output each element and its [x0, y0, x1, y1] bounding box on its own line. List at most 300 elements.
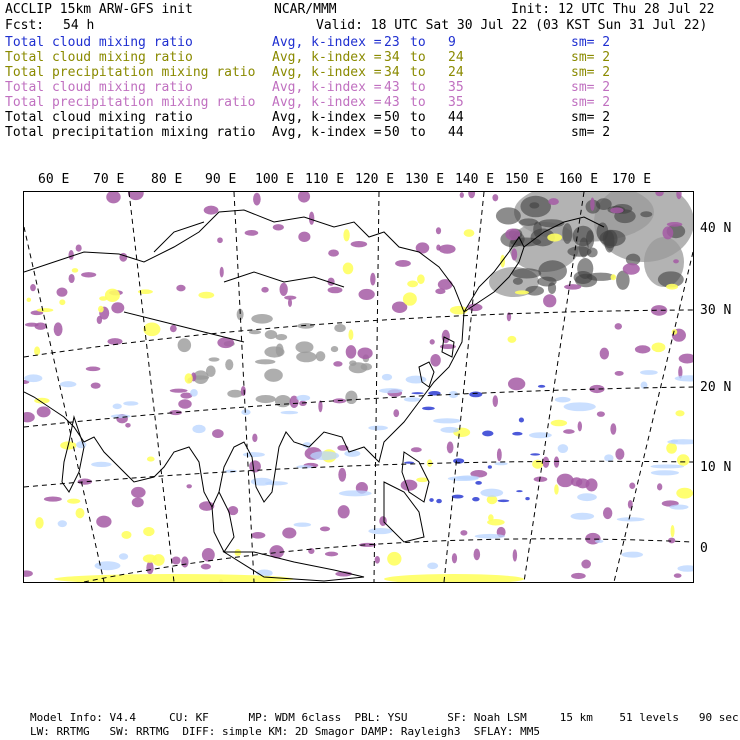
- dark-cloud-patch: [573, 226, 594, 246]
- yellow-cloud-patch: [554, 484, 559, 494]
- yellow-cloud-patch: [515, 290, 529, 294]
- lon-label: 120 E: [355, 172, 395, 187]
- purple-precip-patch: [563, 429, 575, 434]
- purple-precip-patch: [170, 389, 188, 393]
- purple-precip-patch: [91, 382, 101, 388]
- lon-label: 80 E: [151, 172, 183, 187]
- purple-precip-patch: [668, 538, 675, 544]
- purple-precip-patch: [576, 478, 590, 488]
- lon-label: 70 E: [93, 172, 125, 187]
- purple-precip-patch: [220, 267, 224, 278]
- purple-precip-patch: [557, 474, 574, 488]
- legend-field-name: Total precipitation mixing ratio: [5, 65, 256, 80]
- blue-cloud-patch: [651, 470, 679, 475]
- blue-cloud-patch: [604, 454, 613, 461]
- map-panel: [23, 191, 694, 583]
- purple-precip-patch: [298, 192, 310, 203]
- purple-precip-patch: [328, 287, 343, 294]
- purple-precip-patch: [603, 507, 612, 519]
- mainland-coast: [24, 210, 464, 507]
- blue-cloud-patch: [382, 374, 392, 381]
- purple-precip-patch: [261, 287, 268, 293]
- purple-precip-patch: [288, 298, 292, 307]
- purple-precip-patch: [251, 532, 265, 539]
- legend-smoothing: sm= 2: [571, 80, 611, 95]
- purple-precip-patch: [282, 527, 296, 538]
- purple-precip-patch: [370, 273, 375, 286]
- purple-precip-patch: [273, 224, 284, 230]
- yellow-cloud-patch: [98, 306, 104, 313]
- yellow-cloud-patch: [343, 229, 349, 241]
- purple-precip-patch: [245, 230, 259, 236]
- gray-cloud-patch: [296, 352, 317, 363]
- lon-label: 140 E: [455, 172, 495, 187]
- yellow-cloud-patch: [343, 263, 354, 275]
- purple-precip-patch: [111, 302, 124, 313]
- blue-cloud-patch: [529, 432, 552, 438]
- purple-precip-patch: [401, 480, 418, 491]
- blue-cloud-patch: [296, 395, 310, 401]
- blue-cloud-patch: [190, 389, 198, 397]
- purple-precip-patch: [333, 361, 342, 366]
- blue-cloud-patch: [429, 498, 433, 502]
- dark-cloud-patch: [513, 278, 523, 285]
- purple-precip-patch: [298, 232, 310, 242]
- yellow-cloud-patch: [198, 292, 214, 299]
- purple-precip-patch: [106, 192, 120, 203]
- blue-cloud-patch: [281, 411, 299, 414]
- purple-precip-patch: [338, 505, 350, 518]
- purple-precip-patch: [96, 516, 111, 528]
- purple-precip-patch: [393, 409, 399, 417]
- blue-cloud-patch: [123, 401, 138, 405]
- purple-precip-patch: [54, 322, 63, 336]
- yellow-cloud-patch: [67, 499, 80, 504]
- lon-label: 100 E: [255, 172, 295, 187]
- blue-cloud-patch: [650, 464, 684, 468]
- legend-field-name: Total precipitation mixing ratio: [5, 95, 256, 110]
- gray-cloud-patch: [275, 395, 291, 407]
- legend-to-word: to: [410, 80, 426, 95]
- purple-precip-patch: [673, 259, 679, 263]
- blue-cloud-patch: [482, 430, 493, 436]
- yellow-cloud-patch: [676, 488, 693, 499]
- blue-cloud-patch: [571, 513, 595, 520]
- purple-precip-patch: [497, 448, 502, 461]
- yellow-cloud-patch: [348, 329, 353, 340]
- blue-cloud-patch: [617, 517, 645, 521]
- legend-k-to: 9: [448, 35, 456, 50]
- blue-cloud-patch: [310, 451, 339, 460]
- blue-cloud-patch: [243, 452, 265, 457]
- gray-cloud-patch: [256, 395, 276, 403]
- purple-precip-patch: [284, 296, 296, 300]
- legend-k-to: 44: [448, 125, 464, 140]
- gray-cloud-patch: [334, 324, 346, 332]
- yellow-cloud-patch: [143, 554, 157, 562]
- model-info-line2: LW: RRTMG SW: RRTMG DIFF: simple KM: 2D Smagor DAMP: Rayleigh3 SFLAY: MM5: [30, 725, 540, 738]
- blue-cloud-patch: [91, 462, 112, 467]
- purple-precip-patch: [201, 564, 211, 570]
- gray-cloud-patch: [264, 369, 283, 382]
- fcst-value: 54 h: [63, 18, 95, 33]
- purple-precip-patch: [578, 421, 582, 431]
- lat-label: 20 N: [700, 380, 732, 395]
- purple-precip-patch: [447, 441, 454, 453]
- dark-cloud-patch: [512, 268, 542, 278]
- dark-cloud-patch: [567, 246, 591, 256]
- blue-cloud-patch: [488, 465, 492, 469]
- lon-line-120: [374, 192, 379, 582]
- legend-field-name: Total cloud mixing ratio: [5, 110, 193, 125]
- purple-precip-patch: [181, 556, 188, 567]
- purple-precip-patch: [76, 244, 82, 251]
- dark-cloud-patch: [577, 258, 593, 279]
- legend-smoothing: sm= 2: [571, 50, 611, 65]
- blue-cloud-patch: [452, 495, 464, 499]
- purple-precip-patch: [253, 193, 261, 206]
- legend-smoothing: sm= 2: [571, 125, 611, 140]
- dark-cloud-patch: [548, 282, 556, 294]
- purple-precip-patch: [662, 226, 673, 239]
- blue-cloud-patch: [119, 553, 128, 560]
- yellow-cloud-patch: [675, 410, 684, 416]
- yellow-cloud-patch: [147, 457, 155, 462]
- legend-k-to: 44: [448, 110, 464, 125]
- lat-label: 30 N: [700, 303, 732, 318]
- gray-cloud-patch: [316, 351, 326, 361]
- purple-precip-patch: [571, 573, 586, 579]
- lat-line-30: [24, 310, 693, 357]
- purple-precip-patch: [252, 434, 257, 442]
- purple-precip-patch: [176, 285, 185, 292]
- init-time: Init: 12 UTC Thu 28 Jul 22: [511, 2, 715, 17]
- purple-precip-patch: [338, 468, 346, 482]
- purple-precip-patch: [543, 294, 556, 307]
- legend-k-from: 43: [384, 80, 400, 95]
- legend-avg-label: Avg, k-index =: [272, 80, 382, 95]
- blue-cloud-patch: [379, 388, 403, 393]
- fcst-label: Fcst:: [5, 18, 45, 33]
- dark-cloud-patch: [529, 202, 539, 208]
- purple-precip-patch: [217, 237, 223, 243]
- blue-cloud-patch: [564, 402, 596, 411]
- purple-precip-patch: [202, 548, 215, 562]
- purple-precip-patch: [128, 192, 144, 200]
- blue-cloud-patch: [555, 397, 571, 403]
- legend-field-name: Total precipitation mixing ratio: [5, 125, 256, 140]
- legend-smoothing: sm= 2: [571, 95, 611, 110]
- blue-cloud-patch: [113, 404, 122, 410]
- yellow-cloud-patch: [671, 525, 675, 537]
- blue-cloud-patch: [58, 520, 67, 527]
- gray-cloud-patch: [276, 334, 288, 340]
- yellow-cloud-patch: [666, 443, 677, 454]
- purple-precip-patch: [320, 526, 330, 531]
- purple-precip-patch: [493, 395, 498, 407]
- lon-line-70: [24, 227, 104, 582]
- blue-cloud-patch: [411, 392, 423, 394]
- dark-cloud-patch: [640, 211, 652, 217]
- legend-field-name: Total cloud mixing ratio: [5, 80, 193, 95]
- purple-precip-patch: [436, 227, 441, 234]
- purple-precip-patch: [452, 553, 457, 563]
- blue-cloud-patch: [494, 462, 507, 465]
- purple-precip-patch: [554, 456, 559, 467]
- purple-precip-patch: [468, 192, 475, 198]
- plot-title: ACCLIP 15km ARW-GFS init: [5, 2, 193, 17]
- purple-precip-patch: [170, 325, 177, 332]
- lon-label: 170 E: [612, 172, 652, 187]
- blue-cloud-patch: [512, 432, 522, 436]
- purple-precip-patch: [328, 250, 339, 257]
- purple-precip-patch: [25, 323, 39, 327]
- blue-cloud-patch: [404, 397, 421, 402]
- yellow-cloud-patch: [672, 329, 678, 335]
- lon-label: 160 E: [559, 172, 599, 187]
- yellow-cloud-patch: [105, 289, 120, 302]
- gray-cloud-patch: [295, 341, 313, 353]
- purple-precip-patch: [132, 497, 144, 507]
- lat-label: 40 N: [700, 221, 732, 236]
- inner-border-1: [154, 222, 204, 252]
- gray-cloud-patch: [227, 390, 243, 398]
- lat-label: 10 N: [700, 460, 732, 475]
- legend-avg-label: Avg, k-index =: [272, 35, 382, 50]
- blue-cloud-patch: [472, 497, 479, 501]
- yellow-cloud-patch: [34, 346, 40, 355]
- blue-cloud-patch: [294, 523, 312, 527]
- blue-cloud-patch: [530, 453, 540, 455]
- blue-cloud-patch: [498, 499, 510, 502]
- purple-precip-patch: [460, 530, 467, 535]
- gray-cloud-patch: [361, 363, 372, 370]
- model-info-line1: Model Info: V4.4 CU: KF MP: WDM 6class PBL: YSU SF: Noah LSM 15 km 51 levels 90 sec: [30, 711, 739, 724]
- blue-cloud-patch: [422, 407, 435, 410]
- yellow-cloud-patch: [235, 549, 242, 556]
- legend-avg-label: Avg, k-index =: [272, 125, 382, 140]
- purple-precip-patch: [325, 552, 338, 557]
- yellow-cloud-patch: [387, 552, 401, 566]
- purple-precip-patch: [460, 192, 464, 198]
- lon-label: 90 E: [205, 172, 237, 187]
- purple-precip-patch: [597, 411, 605, 417]
- yellow-cloud-patch: [507, 336, 516, 343]
- purple-precip-patch: [44, 497, 62, 502]
- legend-smoothing: sm= 2: [571, 65, 611, 80]
- yellow-cloud-patch: [407, 281, 418, 288]
- yellow-cloud-patch: [677, 454, 690, 465]
- purple-precip-patch: [564, 284, 581, 290]
- blue-cloud-patch: [368, 528, 392, 534]
- yellow-cloud-patch: [76, 508, 85, 518]
- purple-precip-patch: [81, 272, 96, 277]
- legend-k-from: 43: [384, 95, 400, 110]
- blue-cloud-patch: [675, 375, 693, 381]
- purple-precip-patch: [30, 284, 36, 291]
- yellow-cloud-patch: [403, 292, 417, 305]
- blue-cloud-patch: [669, 504, 688, 509]
- lon-label: 60 E: [38, 172, 70, 187]
- gray-cloud-patch: [251, 314, 273, 324]
- purple-precip-patch: [623, 263, 640, 275]
- blue-cloud-patch: [24, 374, 42, 382]
- purple-precip-patch: [346, 345, 357, 358]
- yellow-cloud-patch: [464, 229, 475, 237]
- legend-k-from: 50: [384, 110, 400, 125]
- purple-precip-patch: [610, 423, 616, 435]
- legend-to-word: to: [410, 50, 426, 65]
- purple-precip-patch: [511, 248, 517, 260]
- purple-precip-patch: [241, 386, 246, 396]
- blue-cloud-patch: [525, 497, 529, 500]
- blue-cloud-patch: [577, 493, 597, 501]
- gray-cloud-patch: [249, 330, 261, 334]
- gray-cloud-patch: [255, 359, 275, 364]
- legend-k-from: 34: [384, 65, 400, 80]
- legend-k-from: 34: [384, 50, 400, 65]
- purple-precip-patch: [492, 194, 498, 201]
- legend-to-word: to: [410, 110, 426, 125]
- coastlines: [24, 210, 604, 581]
- purple-precip-patch: [309, 212, 314, 225]
- purple-precip-patch: [430, 339, 435, 344]
- lon-line-150: [614, 252, 693, 582]
- legend-field-name: Total cloud mixing ratio: [5, 35, 193, 50]
- yellow-cloud-patch: [611, 274, 617, 280]
- blue-cloud-patch: [671, 439, 678, 442]
- blue-cloud-patch: [475, 534, 505, 539]
- blue-cloud-patch: [60, 381, 76, 387]
- purple-precip-patch: [131, 487, 146, 498]
- purple-precip-patch: [379, 516, 387, 526]
- legend-avg-label: Avg, k-index =: [272, 50, 382, 65]
- mixing-ratio-field: [24, 192, 693, 582]
- purple-precip-patch: [24, 570, 33, 576]
- purple-precip-patch: [610, 207, 623, 213]
- purple-precip-patch: [615, 448, 624, 459]
- blue-cloud-patch: [519, 417, 524, 422]
- legend-field-name: Total cloud mixing ratio: [5, 50, 193, 65]
- lon-label: 150 E: [505, 172, 545, 187]
- purple-precip-patch: [667, 222, 683, 227]
- dark-cloud-patch: [525, 286, 544, 296]
- yellow-cloud-patch: [143, 527, 154, 536]
- blue-cloud-patch: [339, 490, 372, 496]
- purple-precip-patch: [86, 367, 101, 372]
- purple-precip-patch: [590, 197, 594, 210]
- blue-cloud-patch: [95, 561, 121, 570]
- yellow-cloud-patch: [59, 299, 65, 305]
- purple-precip-patch: [69, 250, 74, 260]
- purple-precip-patch: [513, 549, 517, 561]
- yellow-cloud-patch: [185, 373, 193, 383]
- purple-precip-patch: [615, 323, 622, 329]
- blue-cloud-patch: [640, 370, 658, 375]
- purple-precip-patch: [279, 283, 287, 296]
- legend-smoothing: sm= 2: [571, 35, 611, 50]
- purple-precip-patch: [657, 483, 662, 490]
- gray-cloud-patch: [345, 391, 357, 404]
- yellow-cloud-patch: [417, 274, 425, 284]
- purple-precip-patch: [635, 345, 651, 353]
- purple-precip-patch: [204, 206, 219, 215]
- inner-border-3: [124, 312, 244, 342]
- yellow-cloud-patch: [532, 460, 543, 469]
- purple-precip-patch: [430, 354, 440, 367]
- org-label: NCAR/MMM: [274, 2, 337, 17]
- legend-k-from: 50: [384, 125, 400, 140]
- purple-precip-patch: [125, 423, 130, 428]
- blue-cloud-patch: [265, 481, 288, 485]
- purple-precip-patch: [24, 412, 35, 422]
- yellow-cloud-patch: [37, 308, 54, 312]
- blue-cloud-patch: [469, 392, 482, 398]
- dark-cloud-patch: [496, 207, 521, 224]
- legend-k-to: 35: [448, 80, 464, 95]
- yellow-cloud-patch: [143, 323, 160, 337]
- gray-cloud-patch: [264, 346, 284, 357]
- blue-cloud-patch: [595, 540, 604, 543]
- gray-cloud-patch: [209, 357, 220, 361]
- gray-cloud-patch: [178, 338, 191, 352]
- purple-precip-patch: [436, 245, 440, 251]
- purple-precip-patch: [629, 483, 635, 489]
- purple-precip-patch: [542, 457, 549, 468]
- blue-cloud-patch: [192, 425, 205, 433]
- purple-precip-patch: [375, 556, 380, 564]
- legend-avg-label: Avg, k-index =: [272, 110, 382, 125]
- blue-cloud-patch: [440, 427, 459, 433]
- purple-precip-patch: [172, 556, 181, 564]
- blue-cloud-patch: [436, 499, 442, 503]
- yellow-cloud-patch: [121, 531, 131, 539]
- purple-precip-patch: [474, 549, 481, 561]
- yellow-cloud-patch: [72, 268, 79, 273]
- taiwan: [419, 362, 434, 387]
- blue-cloud-patch: [475, 481, 482, 485]
- purple-precip-patch: [600, 348, 609, 360]
- gray-cloud-patch: [331, 346, 338, 352]
- map-svg: [24, 192, 693, 582]
- purple-precip-patch: [146, 561, 153, 574]
- purple-precip-patch: [439, 244, 456, 253]
- legend-to-word: to: [410, 65, 426, 80]
- purple-precip-patch: [107, 338, 122, 345]
- purple-precip-patch: [178, 399, 191, 408]
- legend-k-to: 35: [448, 95, 464, 110]
- blue-cloud-patch: [427, 563, 438, 570]
- purple-precip-patch: [411, 447, 422, 452]
- yellow-cloud-patch: [666, 284, 678, 290]
- blue-cloud-patch: [622, 552, 643, 558]
- legend-to-word: to: [410, 35, 426, 50]
- purple-precip-patch: [674, 573, 682, 578]
- purple-precip-patch: [615, 371, 624, 376]
- blue-cloud-patch: [677, 565, 693, 572]
- dark-cloud-patch: [538, 260, 567, 281]
- purple-precip-patch: [212, 429, 224, 438]
- blue-cloud-patch: [558, 444, 569, 453]
- purple-precip-patch: [57, 287, 68, 296]
- blue-cloud-patch: [516, 490, 523, 492]
- purple-precip-patch: [581, 560, 591, 569]
- purple-precip-patch: [37, 406, 51, 417]
- dark-cloud-patch: [562, 223, 572, 244]
- lat-label: 0: [700, 541, 708, 556]
- yellow-cloud-patch: [27, 298, 32, 302]
- blue-cloud-patch: [538, 385, 545, 388]
